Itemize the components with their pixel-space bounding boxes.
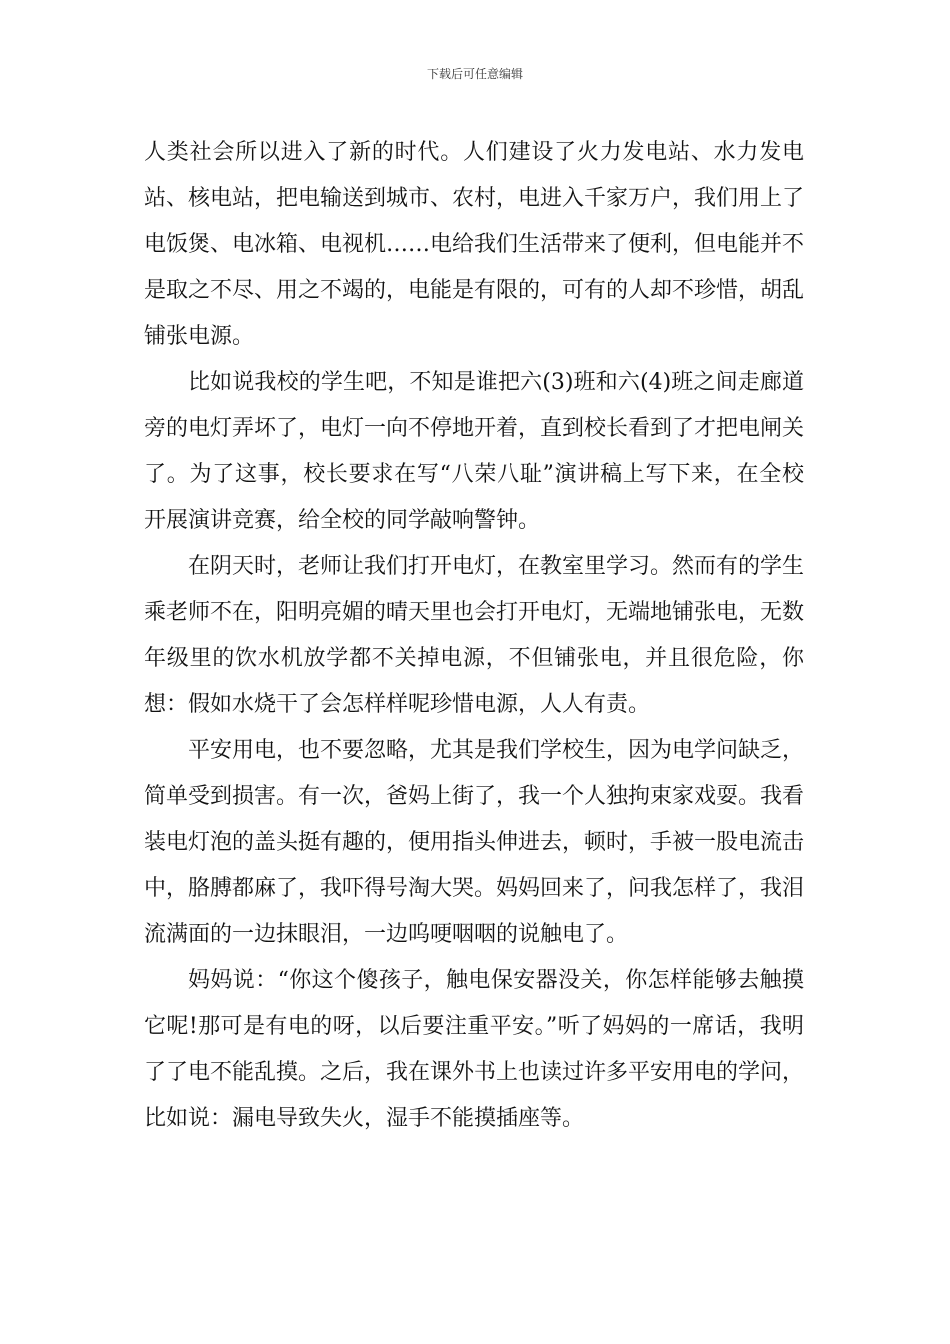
paragraph-5: 妈妈说：“你这个傻孩子，触电保安器没关，你怎样能够去触摸它呢!那可是有电的呀，以后要注重平安。”听了妈妈的一席话，我明了了电不能乱摸。之后，我在课外书上也读过许多平安用电的学问，比如说：漏电导致失火，湿手不能摸插座等。 xyxy=(144,968,805,1131)
paragraph-1: 人类社会所以进入了新的时代。人们建设了火力发电站、水力发电站、核电站，把电输送到城市、农村，电进入千家万户，我们用上了电饭煲、电冰箱、电视机……电给我们生活带来了便利，但电能并不是取之不尽、用之不竭的，电能是有限的，可有的人却不珍惜，胡乱铺张电源。 xyxy=(144,140,805,349)
paragraph-4: 平安用电，也不要忽略，尤其是我们学校生，因为电学问缺乏，简单受到损害。有一次，爸妈上街了，我一个人独拘束家戏耍。我看装电灯泡的盖头挺有趣的，便用指头伸进去，顿时，手被一股电流击中，胳膊都麻了，我吓得号淘大哭。妈妈回来了，问我怎样了，我泪流满面的一边抹眼泪，一边呜哽咽咽的说触电了。 xyxy=(144,738,805,947)
paragraph-2: 比如说我校的学生吧，不知是谁把六(3)班和六(4)班之间走廊道旁的电灯弄坏了，电灯一向不停地开着，直到校长看到了才把电闸关了。为了这事，校长要求在写“八荣八耻”演讲稿上写下来，在全校开展演讲竞赛，给全校的同学敲响警钟。 xyxy=(144,370,805,533)
paragraph-3: 在阴天时，老师让我们打开电灯，在教室里学习。然而有的学生乘老师不在，阳明亮媚的晴天里也会打开电灯，无端地铺张电，无数年级里的饮水机放学都不关掉电源，不但铺张电，并且很危险，你想：假如水烧干了会怎样样呢珍惜电源，人人有责。 xyxy=(144,554,805,717)
document-body xyxy=(144,130,804,1142)
page-header: 下载后可任意编辑 xyxy=(426,67,523,81)
